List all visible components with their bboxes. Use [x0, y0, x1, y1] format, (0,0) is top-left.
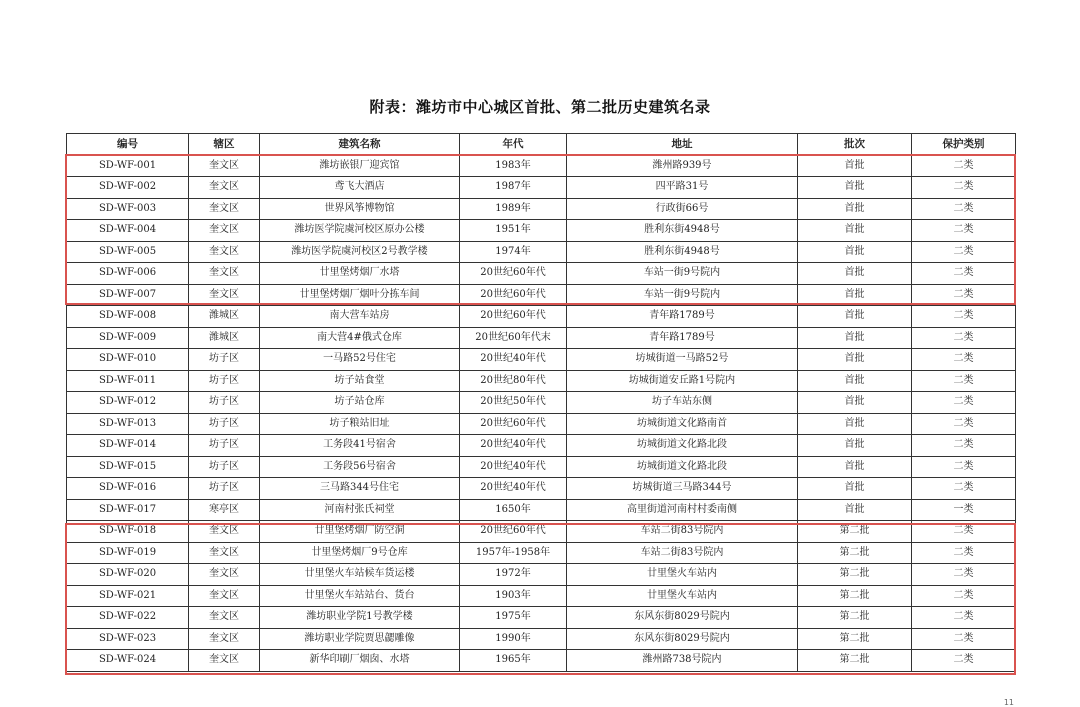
table-row: [67, 349, 1016, 371]
cell-batch: 第二批: [798, 542, 912, 564]
cell-batch: 首批: [798, 241, 912, 263]
cell-protection-class: 二类: [912, 564, 1016, 586]
cell-building-name: 廿里堡烤烟厂防空洞: [260, 521, 460, 543]
cell-era: 1974年: [460, 241, 567, 263]
cell-address: 车站二街83号院内: [567, 521, 798, 543]
header-batch: 批次: [798, 134, 912, 156]
cell-id: SD-WF-012: [67, 392, 189, 414]
cell-building-name: 坊子站食堂: [260, 370, 460, 392]
cell-batch: 第二批: [798, 585, 912, 607]
table-row: [67, 456, 1016, 478]
cell-district: 奎文区: [189, 263, 260, 285]
cell-id: SD-WF-003: [67, 198, 189, 220]
cell-era: 1983年: [460, 155, 567, 177]
cell-building-name: 廿里堡烤烟厂9号仓库: [260, 542, 460, 564]
cell-district: 奎文区: [189, 650, 260, 672]
header-address: 地址: [567, 134, 798, 156]
cell-building-name: 潍坊医学院虞河校区原办公楼: [260, 220, 460, 242]
cell-batch: 首批: [798, 456, 912, 478]
table-row: [67, 435, 1016, 457]
cell-address: 东风东街8029号院内: [567, 628, 798, 650]
cell-address: 车站二街83号院内: [567, 542, 798, 564]
cell-district: 奎文区: [189, 607, 260, 629]
cell-district: 潍城区: [189, 327, 260, 349]
table-header-row: [67, 134, 1016, 156]
cell-protection-class: 二类: [912, 542, 1016, 564]
cell-era: 1957年-1958年: [460, 542, 567, 564]
cell-batch: 首批: [798, 220, 912, 242]
cell-district: 寒亭区: [189, 499, 260, 521]
cell-building-name: 潍坊职业学院1号教学楼: [260, 607, 460, 629]
cell-address: 高里街道河南村村委南侧: [567, 499, 798, 521]
cell-district: 坊子区: [189, 370, 260, 392]
cell-address: 廿里堡火车站内: [567, 585, 798, 607]
cell-building-name: 南大营车站房: [260, 306, 460, 328]
cell-id: SD-WF-017: [67, 499, 189, 521]
cell-protection-class: 二类: [912, 392, 1016, 414]
cell-address: 胜利东街4948号: [567, 241, 798, 263]
cell-building-name: 潍坊嵌银厂迎宾馆: [260, 155, 460, 177]
cell-era: 20世纪60年代: [460, 263, 567, 285]
cell-protection-class: 二类: [912, 284, 1016, 306]
table-row: [67, 263, 1016, 285]
cell-batch: 首批: [798, 370, 912, 392]
cell-protection-class: 二类: [912, 370, 1016, 392]
cell-id: SD-WF-024: [67, 650, 189, 672]
cell-address: 坊子车站东侧: [567, 392, 798, 414]
table-row: [67, 306, 1016, 328]
cell-protection-class: 二类: [912, 413, 1016, 435]
cell-era: 1951年: [460, 220, 567, 242]
cell-era: 1990年: [460, 628, 567, 650]
cell-id: SD-WF-022: [67, 607, 189, 629]
cell-protection-class: 二类: [912, 607, 1016, 629]
cell-id: SD-WF-018: [67, 521, 189, 543]
cell-district: 奎文区: [189, 241, 260, 263]
cell-building-name: 三马路344号住宅: [260, 478, 460, 500]
table-row: [67, 564, 1016, 586]
table-row: [67, 155, 1016, 177]
table-row: [67, 542, 1016, 564]
cell-address: 潍州路939号: [567, 155, 798, 177]
table-row: [67, 521, 1016, 543]
cell-batch: 首批: [798, 327, 912, 349]
cell-batch: 首批: [798, 392, 912, 414]
cell-building-name: 潍坊医学院虞河校区2号教学楼: [260, 241, 460, 263]
cell-protection-class: 二类: [912, 327, 1016, 349]
cell-address: 潍州路738号院内: [567, 650, 798, 672]
cell-era: 1972年: [460, 564, 567, 586]
heritage-building-table: [66, 133, 1016, 672]
table-row: [67, 241, 1016, 263]
cell-protection-class: 二类: [912, 628, 1016, 650]
cell-era: 20世纪50年代: [460, 392, 567, 414]
cell-era: 1975年: [460, 607, 567, 629]
cell-protection-class: 二类: [912, 220, 1016, 242]
cell-protection-class: 二类: [912, 435, 1016, 457]
cell-building-name: 南大营4#俄式仓库: [260, 327, 460, 349]
cell-era: 1989年: [460, 198, 567, 220]
cell-id: SD-WF-023: [67, 628, 189, 650]
cell-building-name: 鸢飞大酒店: [260, 177, 460, 199]
cell-address: 东风东街8029号院内: [567, 607, 798, 629]
cell-address: 坊城街道一马路52号: [567, 349, 798, 371]
cell-id: SD-WF-014: [67, 435, 189, 457]
cell-district: 奎文区: [189, 220, 260, 242]
cell-building-name: 坊子粮站旧址: [260, 413, 460, 435]
cell-id: SD-WF-008: [67, 306, 189, 328]
table-row: [67, 198, 1016, 220]
cell-district: 坊子区: [189, 478, 260, 500]
table-row: [67, 585, 1016, 607]
header-era: 年代: [460, 134, 567, 156]
cell-era: 1987年: [460, 177, 567, 199]
cell-id: SD-WF-010: [67, 349, 189, 371]
cell-batch: 首批: [798, 155, 912, 177]
cell-era: 20世纪60年代: [460, 521, 567, 543]
table-row: [67, 327, 1016, 349]
table-row: [67, 478, 1016, 500]
table-body: [67, 155, 1016, 671]
table-row: [67, 628, 1016, 650]
cell-id: SD-WF-013: [67, 413, 189, 435]
cell-batch: 首批: [798, 284, 912, 306]
cell-district: 奎文区: [189, 284, 260, 306]
cell-era: 1965年: [460, 650, 567, 672]
cell-address: 廿里堡火车站内: [567, 564, 798, 586]
cell-address: 坊城街道文化路北段: [567, 435, 798, 457]
cell-era: 20世纪40年代: [460, 349, 567, 371]
cell-id: SD-WF-001: [67, 155, 189, 177]
cell-id: SD-WF-015: [67, 456, 189, 478]
cell-protection-class: 二类: [912, 585, 1016, 607]
table-row: [67, 370, 1016, 392]
cell-protection-class: 二类: [912, 521, 1016, 543]
table-row: [67, 650, 1016, 672]
cell-batch: 首批: [798, 177, 912, 199]
cell-id: SD-WF-005: [67, 241, 189, 263]
cell-district: 奎文区: [189, 542, 260, 564]
cell-id: SD-WF-016: [67, 478, 189, 500]
cell-batch: 首批: [798, 478, 912, 500]
cell-era: 1650年: [460, 499, 567, 521]
cell-era: 20世纪40年代: [460, 456, 567, 478]
page-number: 11: [1003, 698, 1014, 707]
cell-district: 坊子区: [189, 413, 260, 435]
cell-district: 坊子区: [189, 349, 260, 371]
cell-protection-class: 二类: [912, 349, 1016, 371]
cell-building-name: 廿里堡烤烟厂水塔: [260, 263, 460, 285]
cell-address: 车站一街9号院内: [567, 263, 798, 285]
cell-district: 坊子区: [189, 392, 260, 414]
cell-district: 坊子区: [189, 435, 260, 457]
cell-district: 奎文区: [189, 564, 260, 586]
cell-address: 坊城街道安丘路1号院内: [567, 370, 798, 392]
cell-protection-class: 二类: [912, 478, 1016, 500]
cell-building-name: 世界风筝博物馆: [260, 198, 460, 220]
cell-batch: 第二批: [798, 628, 912, 650]
cell-district: 潍城区: [189, 306, 260, 328]
cell-era: 20世纪60年代: [460, 284, 567, 306]
cell-building-name: 新华印刷厂烟囱、水塔: [260, 650, 460, 672]
cell-building-name: 河南村张氏祠堂: [260, 499, 460, 521]
cell-building-name: 一马路52号住宅: [260, 349, 460, 371]
cell-address: 青年路1789号: [567, 306, 798, 328]
cell-era: 20世纪40年代: [460, 435, 567, 457]
cell-address: 四平路31号: [567, 177, 798, 199]
cell-batch: 首批: [798, 413, 912, 435]
cell-building-name: 潍坊职业学院贾思勰雕像: [260, 628, 460, 650]
cell-address: 胜利东街4948号: [567, 220, 798, 242]
cell-district: 奎文区: [189, 585, 260, 607]
cell-batch: 首批: [798, 306, 912, 328]
cell-district: 坊子区: [189, 456, 260, 478]
cell-district: 奎文区: [189, 521, 260, 543]
table-row: [67, 607, 1016, 629]
cell-id: SD-WF-006: [67, 263, 189, 285]
cell-batch: 首批: [798, 499, 912, 521]
table-row: [67, 413, 1016, 435]
header-protection-class: 保护类别: [912, 134, 1016, 156]
page-title: 附表：潍坊市中心城区首批、第二批历史建筑名录: [369, 98, 711, 116]
cell-protection-class: 二类: [912, 177, 1016, 199]
cell-era: 20世纪40年代: [460, 478, 567, 500]
cell-building-name: 廿里堡烤烟厂烟叶分拣车间: [260, 284, 460, 306]
cell-batch: 首批: [798, 198, 912, 220]
cell-protection-class: 二类: [912, 263, 1016, 285]
cell-protection-class: 二类: [912, 306, 1016, 328]
cell-era: 20世纪60年代: [460, 306, 567, 328]
cell-era: 20世纪60年代: [460, 413, 567, 435]
cell-id: SD-WF-004: [67, 220, 189, 242]
cell-id: SD-WF-021: [67, 585, 189, 607]
cell-building-name: 廿里堡火车站站台、货台: [260, 585, 460, 607]
cell-batch: 首批: [798, 263, 912, 285]
cell-address: 行政街66号: [567, 198, 798, 220]
cell-building-name: 工务段41号宿舍: [260, 435, 460, 457]
cell-district: 奎文区: [189, 198, 260, 220]
cell-id: SD-WF-011: [67, 370, 189, 392]
cell-district: 奎文区: [189, 177, 260, 199]
header-district: 辖区: [189, 134, 260, 156]
cell-building-name: 坊子站仓库: [260, 392, 460, 414]
cell-address: 坊城街道文化路南首: [567, 413, 798, 435]
cell-building-name: 工务段56号宿舍: [260, 456, 460, 478]
cell-id: SD-WF-020: [67, 564, 189, 586]
cell-era: 1903年: [460, 585, 567, 607]
cell-address: 坊城街道三马路344号: [567, 478, 798, 500]
cell-protection-class: 二类: [912, 155, 1016, 177]
table-row: [67, 177, 1016, 199]
table-row: [67, 499, 1016, 521]
cell-id: SD-WF-007: [67, 284, 189, 306]
cell-batch: 第二批: [798, 521, 912, 543]
cell-district: 奎文区: [189, 628, 260, 650]
header-building-name: 建筑名称: [260, 134, 460, 156]
cell-building-name: 廿里堡火车站候车货运楼: [260, 564, 460, 586]
cell-id: SD-WF-009: [67, 327, 189, 349]
cell-protection-class: 一类: [912, 499, 1016, 521]
cell-era: 20世纪60年代末: [460, 327, 567, 349]
cell-batch: 第二批: [798, 564, 912, 586]
cell-batch: 第二批: [798, 607, 912, 629]
cell-batch: 首批: [798, 349, 912, 371]
cell-address: 车站一街9号院内: [567, 284, 798, 306]
cell-address: 青年路1789号: [567, 327, 798, 349]
cell-batch: 第二批: [798, 650, 912, 672]
table-row: [67, 392, 1016, 414]
cell-protection-class: 二类: [912, 650, 1016, 672]
table-row: [67, 284, 1016, 306]
cell-batch: 首批: [798, 435, 912, 457]
cell-id: SD-WF-019: [67, 542, 189, 564]
cell-id: SD-WF-002: [67, 177, 189, 199]
cell-era: 20世纪80年代: [460, 370, 567, 392]
cell-address: 坊城街道文化路北段: [567, 456, 798, 478]
header-id: 编号: [67, 134, 189, 156]
cell-protection-class: 二类: [912, 241, 1016, 263]
cell-district: 奎文区: [189, 155, 260, 177]
cell-protection-class: 二类: [912, 198, 1016, 220]
table-row: [67, 220, 1016, 242]
cell-protection-class: 二类: [912, 456, 1016, 478]
